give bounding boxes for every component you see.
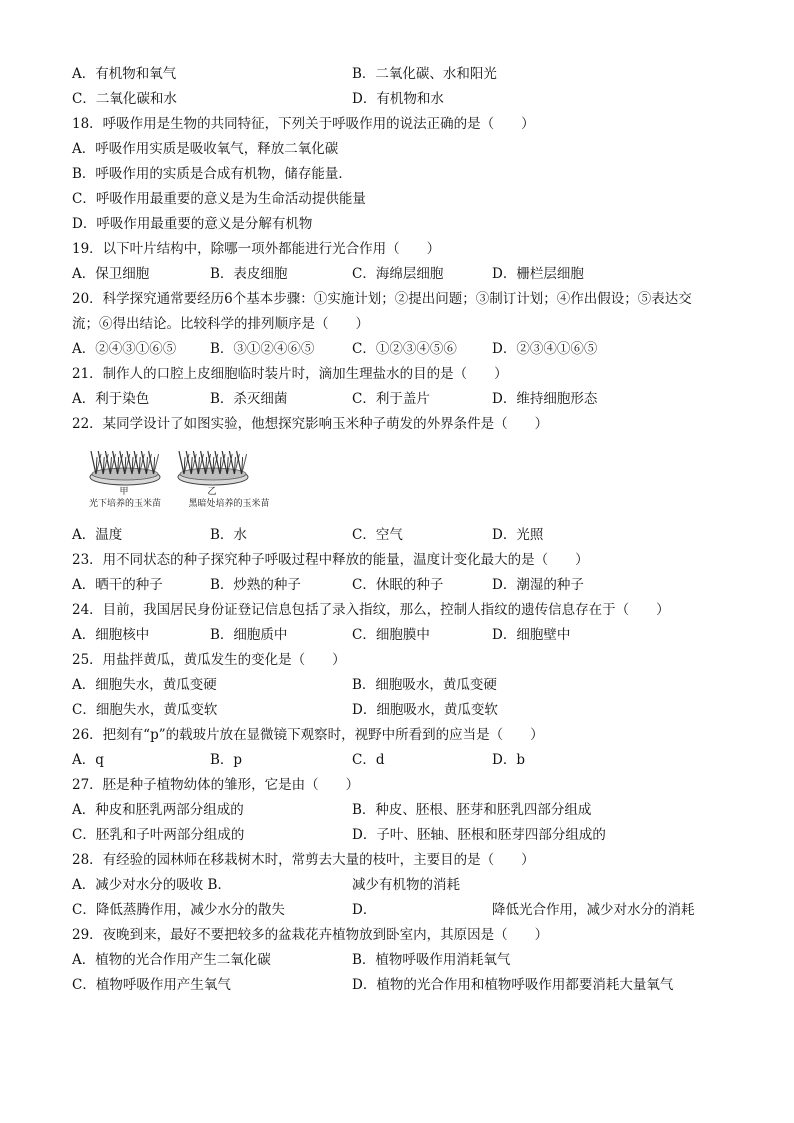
option: B．p [210,752,243,768]
option: C．二氧化碳和水 [72,91,177,107]
question-text: 23．用不同状态的种子探究种子呼吸过程中释放的能量，温度计变化最大的是（ ） [72,552,589,568]
option-row [72,798,722,823]
option: C．休眠的种子 [352,577,444,593]
option: C．①②③④⑤⑥ [352,341,457,357]
option: D．子叶、胚轴、胚根和胚芽四部分组成的 [352,827,606,843]
option: D．b [492,752,525,768]
option-row [72,698,722,723]
option-row [72,823,722,848]
option-row [72,337,722,362]
option: D．细胞壁中 [492,627,571,643]
option: C．胚乳和子叶两部分组成的 [72,827,245,843]
question-text: 流；⑥得出结论。比较科学的排列顺序是（ ） [72,316,369,332]
option: C．利于盖片 [352,391,430,407]
option: A．减少对水分的吸收 B． [72,877,231,893]
option: B．种皮、胚根、胚芽和胚乳四部分组成 [352,802,592,818]
question-text: 21．制作人的口腔上皮细胞临时装片时，滴加生理盐水的目的是（ ） [72,366,508,382]
option: B．细胞质中 [210,627,288,643]
option-line: C．呼吸作用最重要的意义是为生命活动提供能量 [72,191,366,207]
option-row [72,973,722,998]
option: B．二氧化碳、水和阳光 [352,66,497,82]
question-text: 22．某同学设计了如图实验，他想探究影响玉米种子萌发的外界条件是（ ） [72,416,549,432]
option: D． [352,902,377,918]
option-row [72,387,722,412]
option: C．植物呼吸作用产生氧气 [72,977,231,993]
option: D．维持细胞形态 [492,391,598,407]
question-text: 18．呼吸作用是生物的共同特征，下列关于呼吸作用的说法正确的是（ ） [72,116,535,132]
option: A．植物的光合作用产生二氧化碳 [72,952,271,968]
option: A．种皮和胚乳两部分组成的 [72,802,244,818]
option: A．细胞核中 [72,627,150,643]
option-row [72,87,722,112]
option: D．光照 [492,527,544,543]
option-row [72,748,722,773]
option: A．利于染色 [72,391,150,407]
option: A．细胞失水，黄瓜变硬 [72,677,217,693]
option: D．潮湿的种子 [492,577,584,593]
question-text: 24．目前，我国居民身份证登记信息包括了录入指纹，那么，控制人指纹的遗传信息存在于（ ） [72,602,670,618]
option: C．细胞膜中 [352,627,430,643]
option-row [72,623,722,648]
experiment-figure [80,443,722,517]
exam-page [72,62,722,998]
option: A．②④③①⑥⑤ [72,341,177,357]
option: C．降低蒸腾作用，减少水分的散失 [72,902,285,918]
option-row [72,62,722,87]
option: A．保卫细胞 [72,266,150,282]
question-text: 26．把刻有“p”的载玻片放在显微镜下观察时，视野中所看到的应当是（ ） [72,727,544,743]
option: D．有机物和水 [352,91,444,107]
question-text: 20．科学探究通常要经历6个基本步骤：①实施计划；②提出问题；③制订计划；④作出假设；⑤表达交 [72,291,692,307]
figure-caption-b: 黑暗处培养的玉米苗 [188,499,270,509]
option: C．海绵层细胞 [352,266,444,282]
culture-dish-light [88,443,162,491]
figure-label-b: 乙 [207,487,217,497]
option: D．细胞吸水，黄瓜变软 [352,702,498,718]
option: D．栅栏层细胞 [492,266,584,282]
option-line: D．呼吸作用最重要的意义是分解有机物 [72,216,313,232]
option: C．空气 [352,527,403,543]
question-text: 29．夜晚到来，最好不要把较多的盆栽花卉植物放到卧室内，其原因是（ ） [72,927,549,943]
figure-caption-a: 光下培养的玉米苗 [88,499,161,509]
option: B．③①②④⑥⑤ [210,341,315,357]
option: B．水 [210,527,247,543]
option-row [72,948,722,973]
option: B．表皮细胞 [210,266,288,282]
option: B．细胞吸水，黄瓜变硬 [352,677,497,693]
option: C．d [352,752,385,768]
option-line: A．呼吸作用实质是吸收氧气，释放二氧化碳 [72,141,339,157]
option-row [72,873,722,898]
culture-dish-dark [176,443,250,491]
option: 降低光合作用，减少对水分的消耗 [492,902,695,918]
option: 减少有机物的消耗 [352,877,460,893]
option-row [72,523,722,548]
option-row [72,262,722,287]
option: A．q [72,752,104,768]
option: A．晒干的种子 [72,577,163,593]
option: B．杀灭细菌 [210,391,288,407]
option-row [72,898,722,923]
option: A．温度 [72,527,123,543]
option: D．②③④①⑥⑤ [492,341,598,357]
question-text: 28．有经验的园林师在移栽树木时，常剪去大量的枝叶，主要目的是（ ） [72,852,535,868]
option-row [72,573,722,598]
question-text: 27．胚是种子植物幼体的雏形，它是由（ ） [72,777,360,793]
option: A．有机物和氧气 [72,66,177,82]
question-text: 19．以下叶片结构中，除哪一项外都能进行光合作用（ ） [72,241,441,257]
figure-label-a: 甲 [119,487,129,497]
option: B．炒熟的种子 [210,577,301,593]
option-line: B．呼吸作用的实质是合成有机物，储存能量． [72,166,352,182]
option: C．细胞失水，黄瓜变软 [72,702,218,718]
option-row [72,673,722,698]
option: B．植物呼吸作用消耗氧气 [352,952,511,968]
option: D．植物的光合作用和植物呼吸作用都要消耗大量氧气 [352,977,674,993]
question-text: 25．用盐拌黄瓜，黄瓜发生的变化是（ ） [72,652,346,668]
